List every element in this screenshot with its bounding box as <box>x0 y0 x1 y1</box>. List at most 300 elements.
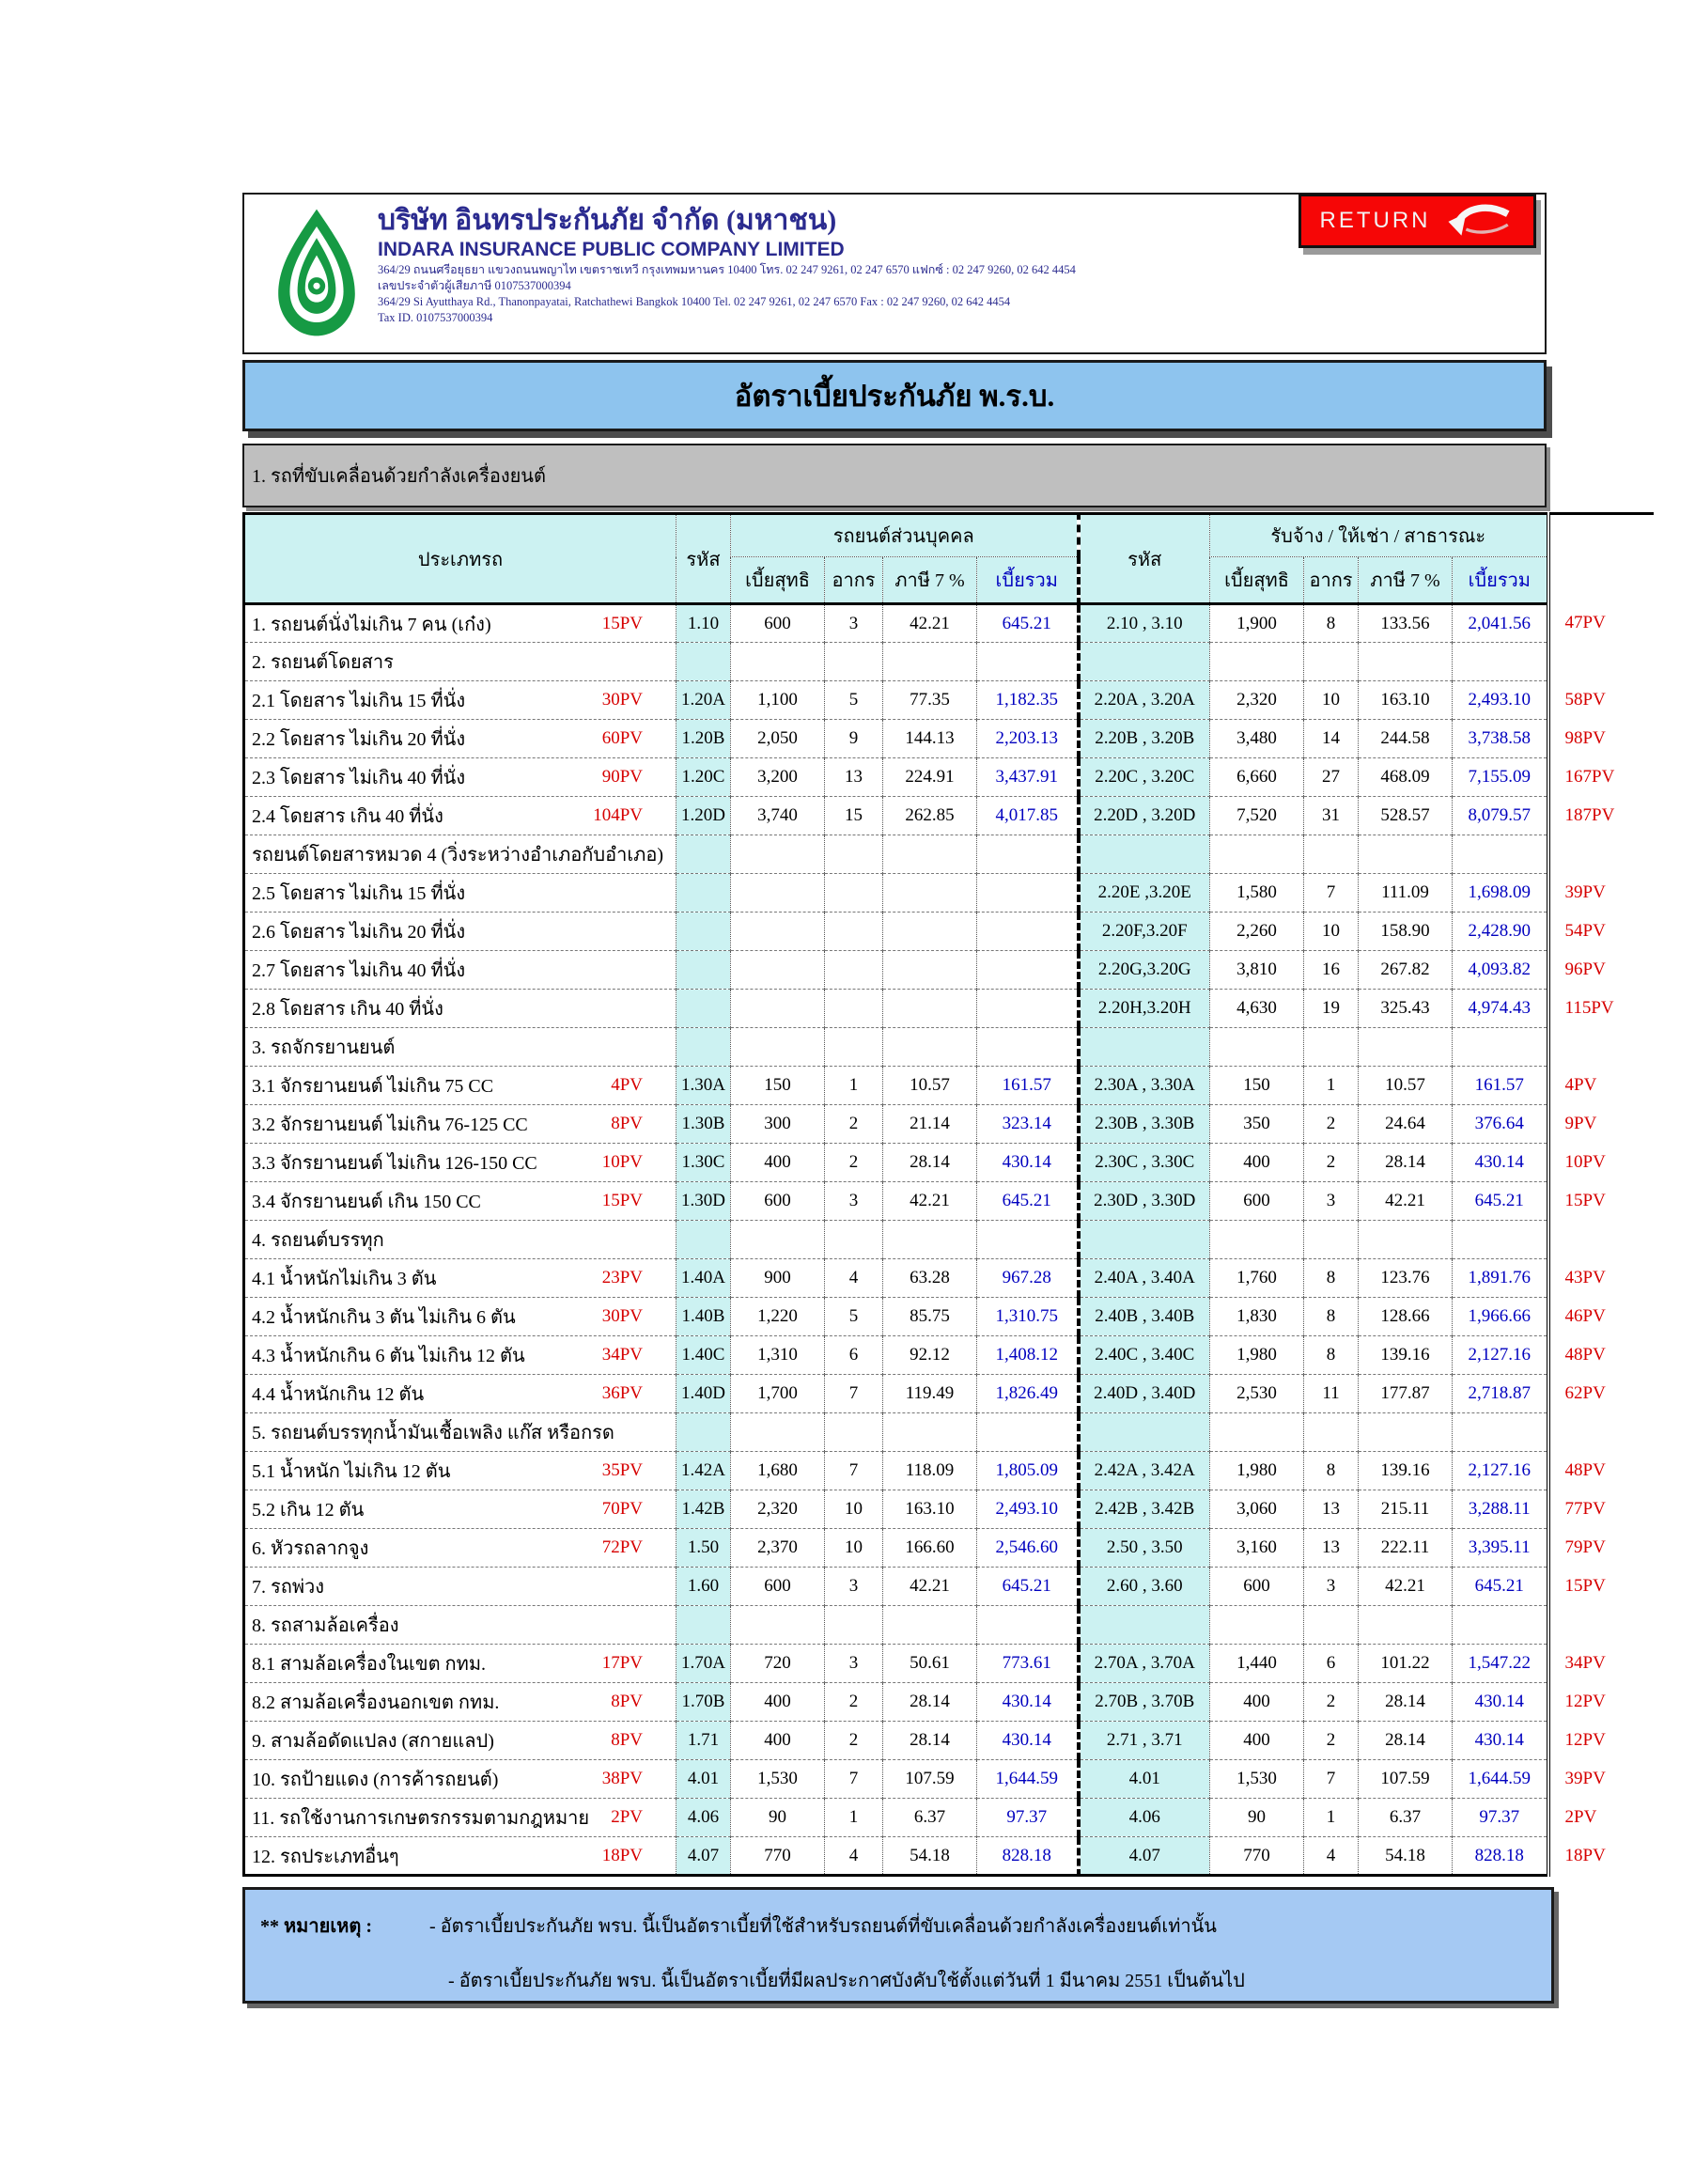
tax-personal-cell: 262.85 <box>883 797 977 835</box>
table-row <box>244 1067 1654 1105</box>
tax-personal-cell <box>883 1606 977 1645</box>
code-personal-cell: 1.40D <box>676 1375 731 1413</box>
pv-left-badge: 70PV <box>601 1499 643 1519</box>
net-premium-commercial-cell: 1,760 <box>1210 1259 1304 1298</box>
vehicle-type-label: รถยนต์โดยสารหมวด 4 (วิ่งระหว่างอำเภอกับอำเภอ) <box>252 845 664 866</box>
net-premium-commercial-cell: 2,260 <box>1210 913 1304 951</box>
stamp-commercial-cell: 8 <box>1304 1452 1359 1490</box>
code-commercial-cell: 2.60 , 3.60 <box>1079 1568 1210 1606</box>
code-personal-cell <box>676 1028 731 1067</box>
code-personal-cell <box>676 643 731 681</box>
total-premium-personal-cell <box>977 1221 1079 1259</box>
stamp-commercial-cell: 27 <box>1304 758 1359 797</box>
tax-commercial-cell: 28.14 <box>1359 1144 1453 1182</box>
col-header-net-premium-commercial: เบี้ยสุทธิ <box>1210 557 1304 604</box>
vehicle-type-label: 7. รถพ่วง <box>252 1577 325 1598</box>
note-text-1: - อัตราเบี้ยประกันภัย พรบ. นี้เป็นอัตราเบี้ยที่ใช้สำหรับรถยนต์ที่ขับเคลื่อนด้วยกำลังเครื่องยนต์เท่านั้น <box>428 1916 1217 1937</box>
stamp-commercial-cell: 10 <box>1304 681 1359 720</box>
code-commercial-cell: 2.20A , 3.20A <box>1079 681 1210 720</box>
vehicle-type-cell <box>244 681 676 720</box>
total-premium-commercial-cell: 2,428.90 <box>1453 913 1548 951</box>
stamp-personal-cell <box>825 990 883 1028</box>
tax-personal-cell <box>883 951 977 990</box>
pv-right-badge: 48PV <box>1564 1460 1606 1480</box>
net-premium-commercial-cell <box>1210 1413 1304 1452</box>
code-commercial-cell: 2.71 , 3.71 <box>1079 1722 1210 1760</box>
vehicle-type-cell <box>244 1182 676 1221</box>
vehicle-type-cell <box>244 758 676 797</box>
vehicle-type-cell <box>244 1105 676 1144</box>
net-premium-personal-cell: 150 <box>731 1067 825 1105</box>
code-commercial-cell: 4.06 <box>1079 1799 1210 1837</box>
col-header-code-personal: รหัส <box>676 514 731 604</box>
tax-personal-cell: 21.14 <box>883 1105 977 1144</box>
net-premium-personal-cell: 300 <box>731 1105 825 1144</box>
tax-personal-cell <box>883 874 977 913</box>
code-personal-cell: 1.10 <box>676 604 731 643</box>
pv-right-badge: 98PV <box>1564 728 1606 748</box>
total-premium-commercial-cell: 3,738.58 <box>1453 720 1548 758</box>
net-premium-personal-cell: 1,310 <box>731 1336 825 1375</box>
company-tax-id-en: Tax ID. 0107537000394 <box>378 311 493 324</box>
code-commercial-cell: 2.30D , 3.30D <box>1079 1182 1210 1221</box>
net-premium-commercial-cell: 770 <box>1210 1837 1304 1876</box>
section-row <box>244 835 1654 874</box>
net-premium-personal-cell: 90 <box>731 1799 825 1837</box>
tax-personal-cell: 50.61 <box>883 1645 977 1683</box>
total-premium-personal-cell <box>977 1028 1079 1067</box>
pv-right-badge: 39PV <box>1564 882 1606 902</box>
code-personal-cell <box>676 913 731 951</box>
vehicle-type-label: 3. รถจักรยานยนต์ <box>252 1037 396 1058</box>
vehicle-type-cell <box>244 1645 676 1683</box>
code-commercial-cell <box>1079 1028 1210 1067</box>
total-premium-commercial-cell <box>1453 643 1548 681</box>
stamp-personal-cell <box>825 951 883 990</box>
vehicle-type-label: 2.1 โดยสาร ไม่เกิน 15 ที่นั่ง <box>252 691 466 711</box>
code-personal-cell: 1.30B <box>676 1105 731 1144</box>
page-title: อัตราเบี้ยประกันภัย พ.ร.บ. <box>734 380 1055 413</box>
company-name-th: บริษัท อินทรประกันภัย จำกัด (มหาชน) <box>378 205 837 236</box>
vehicle-type-cell <box>244 1452 676 1490</box>
stamp-personal-cell <box>825 1413 883 1452</box>
tax-personal-cell: 92.12 <box>883 1336 977 1375</box>
net-premium-personal-cell: 900 <box>731 1259 825 1298</box>
note-line-1 <box>260 1911 1217 1941</box>
net-premium-commercial-cell: 3,810 <box>1210 951 1304 990</box>
stamp-commercial-cell: 3 <box>1304 1182 1359 1221</box>
code-personal-cell: 1.42A <box>676 1452 731 1490</box>
vehicle-type-label: 3.4 จักรยานยนต์ เกิน 150 CC <box>252 1192 481 1212</box>
total-premium-personal-cell: 1,826.49 <box>977 1375 1079 1413</box>
pv-left-badge: 34PV <box>601 1345 643 1365</box>
stamp-commercial-cell: 3 <box>1304 1568 1359 1606</box>
section-row <box>244 643 1654 681</box>
vehicle-type-label: 4.2 น้ำหนักเกิน 3 ตัน ไม่เกิน 6 ตัน <box>252 1307 516 1328</box>
vehicle-type-cell <box>244 835 676 874</box>
tax-personal-cell: 85.75 <box>883 1298 977 1336</box>
pv-left-badge: 8PV <box>611 1730 643 1750</box>
pv-left-badge: 30PV <box>601 690 643 710</box>
total-premium-personal-cell: 1,805.09 <box>977 1452 1079 1490</box>
tax-commercial-cell: 111.09 <box>1359 874 1453 913</box>
pv-left-badge: 72PV <box>601 1537 643 1557</box>
pv-right-badge: 39PV <box>1564 1769 1606 1788</box>
pv-right-badge <box>1548 1606 1654 1645</box>
total-premium-personal-cell <box>977 874 1079 913</box>
table-row <box>244 681 1654 720</box>
tax-commercial-cell: 101.22 <box>1359 1645 1453 1683</box>
net-premium-commercial-cell: 1,980 <box>1210 1452 1304 1490</box>
table-row <box>244 951 1654 990</box>
pv-right-badge: 12PV <box>1564 1692 1606 1711</box>
pv-right-badge <box>1548 1028 1654 1067</box>
tax-commercial-cell: 54.18 <box>1359 1837 1453 1876</box>
pv-left-badge: 23PV <box>601 1268 643 1287</box>
stamp-commercial-cell <box>1304 1606 1359 1645</box>
table-row <box>244 1144 1654 1182</box>
tax-personal-cell: 107.59 <box>883 1760 977 1799</box>
pv-right-badge: 15PV <box>1564 1191 1606 1210</box>
code-commercial-cell: 2.20G,3.20G <box>1079 951 1210 990</box>
net-premium-personal-cell: 2,050 <box>731 720 825 758</box>
stamp-personal-cell: 3 <box>825 604 883 643</box>
stamp-personal-cell: 2 <box>825 1683 883 1722</box>
vehicle-type-cell <box>244 1067 676 1105</box>
stamp-commercial-cell: 11 <box>1304 1375 1359 1413</box>
pv-right-badge: 167PV <box>1564 767 1615 787</box>
tax-personal-cell: 42.21 <box>883 604 977 643</box>
total-premium-personal-cell <box>977 1413 1079 1452</box>
stamp-commercial-cell: 13 <box>1304 1529 1359 1568</box>
tax-commercial-cell: 42.21 <box>1359 1182 1453 1221</box>
section-row <box>244 1221 1654 1259</box>
net-premium-commercial-cell: 4,630 <box>1210 990 1304 1028</box>
pv-right-badge <box>1548 1221 1654 1259</box>
title-bar <box>242 360 1547 431</box>
total-premium-commercial-cell: 1,698.09 <box>1453 874 1548 913</box>
vehicle-type-label: 4.4 น้ำหนักเกิน 12 ตัน <box>252 1384 425 1405</box>
tax-commercial-cell: 128.66 <box>1359 1298 1453 1336</box>
total-premium-commercial-cell: 645.21 <box>1453 1568 1548 1606</box>
pv-right-badge: 43PV <box>1564 1268 1606 1287</box>
net-premium-personal-cell <box>731 951 825 990</box>
tax-commercial-cell: 215.11 <box>1359 1490 1453 1529</box>
total-premium-commercial-cell: 430.14 <box>1453 1722 1548 1760</box>
table-row <box>244 1799 1654 1837</box>
code-commercial-cell: 2.42A , 3.42A <box>1079 1452 1210 1490</box>
stamp-commercial-cell: 6 <box>1304 1645 1359 1683</box>
section-bar <box>242 444 1547 507</box>
company-tax-id-th: เลขประจำตัวผู้เสียภาษี 0107537000394 <box>378 279 571 292</box>
net-premium-commercial-cell: 600 <box>1210 1182 1304 1221</box>
table-row <box>244 1722 1654 1760</box>
stamp-personal-cell <box>825 1221 883 1259</box>
total-premium-personal-cell: 2,546.60 <box>977 1529 1079 1568</box>
code-personal-cell <box>676 1413 731 1452</box>
total-premium-commercial-cell <box>1453 1028 1548 1067</box>
net-premium-commercial-cell <box>1210 1606 1304 1645</box>
vehicle-type-cell <box>244 1722 676 1760</box>
table-row <box>244 604 1654 643</box>
tax-commercial-cell: 107.59 <box>1359 1760 1453 1799</box>
total-premium-commercial-cell: 2,127.16 <box>1453 1336 1548 1375</box>
table-row <box>244 1105 1654 1144</box>
net-premium-commercial-cell: 3,480 <box>1210 720 1304 758</box>
stamp-personal-cell: 10 <box>825 1529 883 1568</box>
pv-right-badge: 9PV <box>1564 1114 1597 1133</box>
company-info <box>378 204 1411 326</box>
stamp-commercial-cell: 10 <box>1304 913 1359 951</box>
pv-right-badge: 34PV <box>1564 1653 1606 1673</box>
total-premium-personal-cell: 97.37 <box>977 1799 1079 1837</box>
vehicle-type-label: 3.1 จักรยานยนต์ ไม่เกิน 75 CC <box>252 1076 494 1097</box>
rate-table-header <box>244 514 1654 604</box>
col-header-tax-commercial: ภาษี 7 % <box>1359 557 1453 604</box>
stamp-personal-cell <box>825 643 883 681</box>
vehicle-type-cell <box>244 1221 676 1259</box>
net-premium-personal-cell <box>731 990 825 1028</box>
tax-commercial-cell <box>1359 1413 1453 1452</box>
tax-commercial-cell: 6.37 <box>1359 1799 1453 1837</box>
pv-left-badge: 104PV <box>593 805 643 825</box>
company-address-en: 364/29 Si Ayutthaya Rd., Thanonpayatai, Ratchathewi Bangkok 10400 Tel. 02 247 9261, 02 247 6570 Fax : 02 247 9260, 02 642 4454 <box>378 295 1011 308</box>
tax-commercial-cell: 10.57 <box>1359 1067 1453 1105</box>
stamp-personal-cell: 4 <box>825 1259 883 1298</box>
stamp-commercial-cell: 7 <box>1304 874 1359 913</box>
vehicle-type-cell <box>244 1336 676 1375</box>
table-row <box>244 1375 1654 1413</box>
total-premium-commercial-cell <box>1453 1413 1548 1452</box>
pv-right-badge <box>1548 1413 1654 1452</box>
total-premium-personal-cell: 1,182.35 <box>977 681 1079 720</box>
vehicle-type-label: 6. หัวรถลากจูง <box>252 1538 369 1559</box>
tax-commercial-cell: 177.87 <box>1359 1375 1453 1413</box>
pv-right-badge: 46PV <box>1564 1306 1606 1326</box>
stamp-commercial-cell: 4 <box>1304 1837 1359 1876</box>
vehicle-type-label: 2.8 โดยสาร เกิน 40 ที่นั่ง <box>252 999 443 1020</box>
total-premium-personal-cell: 2,203.13 <box>977 720 1079 758</box>
total-premium-commercial-cell: 2,493.10 <box>1453 681 1548 720</box>
vehicle-type-cell <box>244 874 676 913</box>
code-commercial-cell: 2.70B , 3.70B <box>1079 1683 1210 1722</box>
pv-rail-header <box>1548 514 1654 604</box>
net-premium-commercial-cell: 350 <box>1210 1105 1304 1144</box>
pv-right-badge: 48PV <box>1564 1345 1606 1365</box>
code-personal-cell <box>676 990 731 1028</box>
col-header-net-premium-personal: เบี้ยสุทธิ <box>731 557 825 604</box>
stamp-commercial-cell: 7 <box>1304 1760 1359 1799</box>
table-row <box>244 1298 1654 1336</box>
pv-left-badge: 30PV <box>601 1306 643 1326</box>
return-button[interactable] <box>1298 194 1536 248</box>
table-row <box>244 1529 1654 1568</box>
code-personal-cell: 4.06 <box>676 1799 731 1837</box>
pv-right-badge: 62PV <box>1564 1383 1606 1403</box>
stamp-personal-cell: 6 <box>825 1336 883 1375</box>
tax-personal-cell: 28.14 <box>883 1722 977 1760</box>
net-premium-commercial-cell: 2,320 <box>1210 681 1304 720</box>
total-premium-commercial-cell: 1,891.76 <box>1453 1259 1548 1298</box>
net-premium-personal-cell: 3,200 <box>731 758 825 797</box>
vehicle-type-label: 1. รถยนต์นั่งไม่เกิน 7 คน (เก๋ง) <box>252 614 491 635</box>
net-premium-commercial-cell: 1,900 <box>1210 604 1304 643</box>
stamp-commercial-cell: 8 <box>1304 1336 1359 1375</box>
total-premium-personal-cell: 3,437.91 <box>977 758 1079 797</box>
stamp-commercial-cell: 2 <box>1304 1683 1359 1722</box>
total-premium-personal-cell: 4,017.85 <box>977 797 1079 835</box>
net-premium-personal-cell: 3,740 <box>731 797 825 835</box>
pv-left-badge: 8PV <box>611 1692 643 1711</box>
stamp-commercial-cell: 1 <box>1304 1067 1359 1105</box>
tax-commercial-cell: 267.82 <box>1359 951 1453 990</box>
stamp-commercial-cell: 8 <box>1304 604 1359 643</box>
vehicle-type-label: 2.2 โดยสาร ไม่เกิน 20 ที่นั่ง <box>252 729 466 750</box>
stamp-commercial-cell: 14 <box>1304 720 1359 758</box>
tax-personal-cell: 163.10 <box>883 1490 977 1529</box>
tax-commercial-cell <box>1359 1221 1453 1259</box>
vehicle-type-cell <box>244 1606 676 1645</box>
section-label: 1. รถที่ขับเคลื่อนด้วยกำลังเครื่องยนต์ <box>252 466 546 487</box>
total-premium-personal-cell: 1,408.12 <box>977 1336 1079 1375</box>
total-premium-commercial-cell: 430.14 <box>1453 1144 1548 1182</box>
vehicle-type-label: 10. รถป้ายแดง (การค้ารถยนต์) <box>252 1770 499 1790</box>
stamp-commercial-cell: 8 <box>1304 1259 1359 1298</box>
code-commercial-cell: 2.30B , 3.30B <box>1079 1105 1210 1144</box>
stamp-personal-cell <box>825 1028 883 1067</box>
tax-personal-cell <box>883 913 977 951</box>
code-commercial-cell <box>1079 643 1210 681</box>
stamp-personal-cell: 7 <box>825 1760 883 1799</box>
stamp-commercial-cell: 16 <box>1304 951 1359 990</box>
net-premium-commercial-cell <box>1210 643 1304 681</box>
net-premium-commercial-cell: 3,160 <box>1210 1529 1304 1568</box>
code-personal-cell: 1.20D <box>676 797 731 835</box>
col-header-commercial-group: รับจ้าง / ให้เช่า / สาธารณะ <box>1210 514 1548 557</box>
code-commercial-cell: 2.20H,3.20H <box>1079 990 1210 1028</box>
vehicle-type-label: 4. รถยนต์บรรทุก <box>252 1230 384 1251</box>
tax-personal-cell: 118.09 <box>883 1452 977 1490</box>
pv-left-badge: 17PV <box>601 1653 643 1673</box>
pv-right-badge: 54PV <box>1564 921 1606 941</box>
vehicle-type-label: 2.3 โดยสาร ไม่เกิน 40 ที่นั่ง <box>252 768 466 788</box>
code-personal-cell: 1.30A <box>676 1067 731 1105</box>
tax-personal-cell: 10.57 <box>883 1067 977 1105</box>
total-premium-personal-cell: 645.21 <box>977 604 1079 643</box>
vehicle-type-cell <box>244 1529 676 1568</box>
total-premium-commercial-cell: 828.18 <box>1453 1837 1548 1876</box>
code-personal-cell: 4.07 <box>676 1837 731 1876</box>
code-personal-cell <box>676 1606 731 1645</box>
vehicle-type-label: 2. รถยนต์โดยสาร <box>252 652 394 673</box>
vehicle-type-cell <box>244 913 676 951</box>
pv-right-badge <box>1548 835 1654 874</box>
stamp-personal-cell: 7 <box>825 1452 883 1490</box>
code-personal-cell <box>676 835 731 874</box>
pv-right-badge: 15PV <box>1564 1576 1606 1596</box>
tax-commercial-cell: 28.14 <box>1359 1683 1453 1722</box>
net-premium-commercial-cell: 400 <box>1210 1144 1304 1182</box>
col-header-code-commercial: รหัส <box>1079 514 1210 604</box>
code-commercial-cell: 2.20C , 3.20C <box>1079 758 1210 797</box>
tax-commercial-cell: 28.14 <box>1359 1722 1453 1760</box>
pv-right-badge <box>1548 643 1654 681</box>
code-commercial-cell <box>1079 835 1210 874</box>
stamp-personal-cell: 15 <box>825 797 883 835</box>
net-premium-personal-cell: 400 <box>731 1722 825 1760</box>
table-row <box>244 1452 1654 1490</box>
tax-personal-cell <box>883 1221 977 1259</box>
code-personal-cell: 1.42B <box>676 1490 731 1529</box>
pv-right-badge: 10PV <box>1564 1152 1606 1172</box>
net-premium-commercial-cell: 7,520 <box>1210 797 1304 835</box>
code-commercial-cell <box>1079 1413 1210 1452</box>
vehicle-type-label: 2.6 โดยสาร ไม่เกิน 20 ที่นั่ง <box>252 922 466 943</box>
stamp-commercial-cell: 31 <box>1304 797 1359 835</box>
total-premium-commercial-cell: 2,127.16 <box>1453 1452 1548 1490</box>
stamp-personal-cell: 4 <box>825 1837 883 1876</box>
net-premium-personal-cell: 720 <box>731 1645 825 1683</box>
indara-logo-icon <box>269 202 365 343</box>
vehicle-type-label: 2.4 โดยสาร เกิน 40 ที่นั่ง <box>252 806 443 827</box>
code-commercial-cell: 2.40A , 3.40A <box>1079 1259 1210 1298</box>
tax-personal-cell: 42.21 <box>883 1568 977 1606</box>
table-row <box>244 1259 1654 1298</box>
pv-left-badge: 15PV <box>601 1191 643 1210</box>
net-premium-commercial-cell <box>1210 1221 1304 1259</box>
total-premium-personal-cell: 161.57 <box>977 1067 1079 1105</box>
code-personal-cell <box>676 874 731 913</box>
stamp-personal-cell: 3 <box>825 1568 883 1606</box>
net-premium-personal-cell <box>731 1028 825 1067</box>
vehicle-type-cell <box>244 643 676 681</box>
net-premium-personal-cell: 400 <box>731 1683 825 1722</box>
stamp-commercial-cell: 1 <box>1304 1799 1359 1837</box>
pv-right-badge: 4PV <box>1564 1075 1597 1095</box>
return-arrow-icon <box>1446 201 1516 241</box>
tax-personal-cell: 119.49 <box>883 1375 977 1413</box>
net-premium-personal-cell: 600 <box>731 604 825 643</box>
table-row <box>244 1182 1654 1221</box>
code-commercial-cell: 2.10 , 3.10 <box>1079 604 1210 643</box>
tax-commercial-cell: 468.09 <box>1359 758 1453 797</box>
pv-left-badge: 60PV <box>601 728 643 748</box>
stamp-personal-cell: 1 <box>825 1799 883 1837</box>
vehicle-type-label: 3.2 จักรยานยนต์ ไม่เกิน 76-125 CC <box>252 1115 528 1135</box>
tax-personal-cell: 28.14 <box>883 1683 977 1722</box>
vehicle-type-label: 8.1 สามล้อเครื่องในเขต กทม. <box>252 1654 487 1675</box>
code-commercial-cell <box>1079 1221 1210 1259</box>
total-premium-commercial-cell: 3,288.11 <box>1453 1490 1548 1529</box>
code-commercial-cell: 2.70A , 3.70A <box>1079 1645 1210 1683</box>
code-commercial-cell: 2.20E ,3.20E <box>1079 874 1210 913</box>
net-premium-personal-cell: 1,530 <box>731 1760 825 1799</box>
col-header-tax-personal: ภาษี 7 % <box>883 557 977 604</box>
vehicle-type-label: 3.3 จักรยานยนต์ ไม่เกิน 126-150 CC <box>252 1153 537 1174</box>
total-premium-commercial-cell: 4,093.82 <box>1453 951 1548 990</box>
total-premium-commercial-cell: 4,974.43 <box>1453 990 1548 1028</box>
table-row <box>244 758 1654 797</box>
stamp-personal-cell: 7 <box>825 1375 883 1413</box>
tax-personal-cell <box>883 643 977 681</box>
stamp-commercial-cell <box>1304 1221 1359 1259</box>
net-premium-commercial-cell: 1,980 <box>1210 1336 1304 1375</box>
vehicle-type-label: 4.1 น้ำหนักไม่เกิน 3 ตัน <box>252 1269 437 1289</box>
pv-right-badge: 77PV <box>1564 1499 1606 1519</box>
tax-personal-cell <box>883 835 977 874</box>
net-premium-personal-cell: 770 <box>731 1837 825 1876</box>
pv-right-badge: 18PV <box>1564 1846 1606 1865</box>
